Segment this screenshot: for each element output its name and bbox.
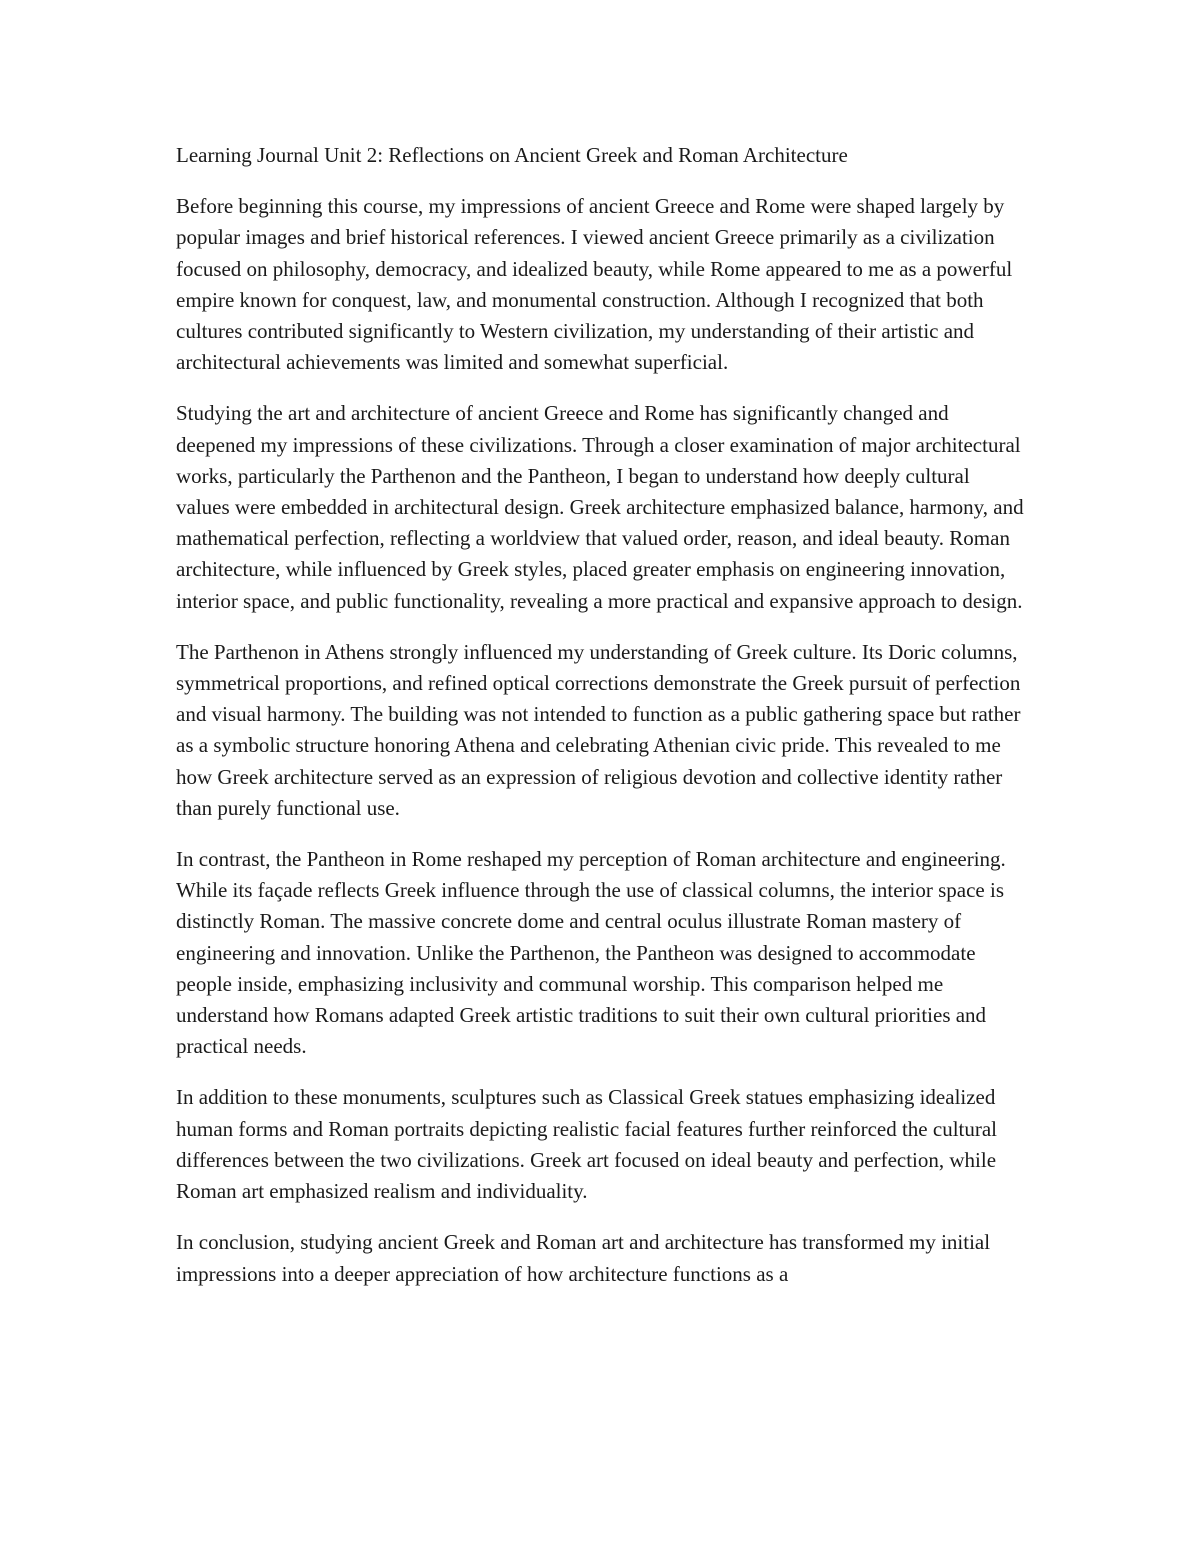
paragraph-initial-impressions: Before beginning this course, my impressions of ancient Greece and Rome were shaped largely by popular images and brief historical references. I viewed ancient Greece primarily as a civilization focused on philosophy, democracy, and idealized beauty, while Rome appeared to me as a powerful empire known for conquest, law, and monumental construction. Although I recognized that both cultures contributed significantly to Western civilization, my understanding of their artistic and architectural achievements was limited and somewhat superficial. bbox=[176, 194, 1013, 375]
paragraph-pantheon: In contrast, the Pantheon in Rome reshaped my perception of Roman architecture and engineering. While its façade reflects Greek influence through the use of classical columns, the interior space is distinctly Roman. The massive concrete dome and central oculus illustrate Roman mastery of engineering and innovation. Unlike the Parthenon, the Pantheon was designed to accommodate people inside, emphasizing inclusivity and communal worship. This comparison helped me understand how Romans adapted Greek artistic traditions to suit their own cultural priorities and practical needs. bbox=[176, 847, 1006, 1059]
paragraph-changed-impressions: Studying the art and architecture of ancient Greece and Rome has significantly changed and deepened my impressions of these civilizations. Through a closer examination of major architectural works, particularly the Parthenon and the Pantheon, I began to understand how deeply cultural values were embedded in architectural design. Greek architecture emphasized balance, harmony, and mathematical perfection, reflecting a worldview that valued order, reason, and ideal beauty. Roman architecture, while influenced by Greek styles, placed greater emphasis on engineering innovation, interior space, and public functionality, revealing a more practical and expansive approach to design. bbox=[176, 401, 1024, 613]
paragraph-sculptures: In addition to these monuments, sculptures such as Classical Greek statues emphasizing idealized human forms and Roman portraits depicting realistic facial features further reinforced the cultural differences between the two civilizations. Greek art focused on ideal beauty and perfection, while Roman art emphasized realism and individuality. bbox=[176, 1085, 998, 1204]
paragraph-parthenon: The Parthenon in Athens strongly influenced my understanding of Greek culture. Its Doric columns, symmetrical proportions, and refined optical corrections demonstrate the Greek pursuit of perfection and visual harmony. The building was not intended to function as a public gathering space but rather as a symbolic structure honoring Athena and celebrating Athenian civic pride. This revealed to me how Greek architecture served as an expression of religious devotion and collective identity rather than purely functional use. bbox=[176, 639, 1021, 820]
document-body bbox=[176, 140, 1028, 1310]
paragraph-conclusion: In conclusion, studying ancient Greek and Roman art and architecture has transformed my initial impressions into a deeper appreciation of how architecture functions as a bbox=[176, 1230, 991, 1286]
document-title: Learning Journal Unit 2: Reflections on Ancient Greek and Roman Architecture bbox=[176, 143, 848, 167]
